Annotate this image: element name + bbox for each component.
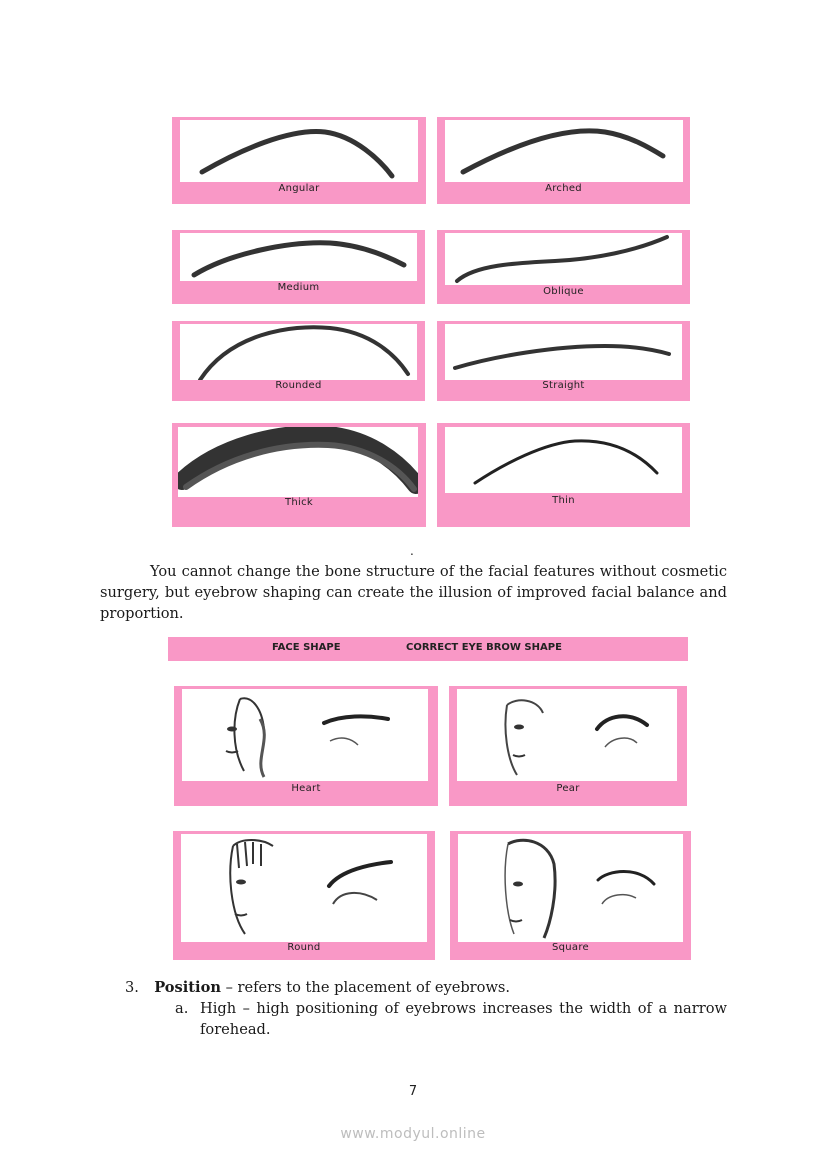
shape-label-oblique: Oblique (543, 286, 584, 297)
eyebrow-card-oblique (437, 230, 690, 304)
pear-face-drawing (457, 689, 677, 781)
face-card-pear (449, 686, 687, 806)
face-label-pear: Pear (556, 783, 580, 794)
face-table-header (168, 637, 688, 661)
eyebrow-shape-header: CORRECT EYE BROW SHAPE (406, 642, 562, 653)
oblique-eyebrow-drawing (445, 233, 682, 285)
shape-label-thick: Thick (284, 497, 313, 508)
face-shape-header: FACE SHAPE (272, 642, 341, 653)
face-card-square (450, 831, 691, 960)
face-card-heart (174, 686, 438, 806)
illusion-paragraph: You cannot change the bone structure of the facial features without cosmetic surgery, but eyebrow shaping can create the illusion of improved facial balance and proportion. (100, 563, 727, 622)
round-face-drawing (181, 834, 427, 942)
shape-label-medium: Medium (277, 282, 320, 293)
face-label-round: Round (287, 942, 321, 953)
arched-eyebrow-drawing (445, 120, 683, 182)
shape-label-straight: Straight (542, 380, 585, 391)
straight-eyebrow-drawing (445, 324, 682, 380)
face-label-square: Square (551, 942, 589, 953)
eyebrow-card-rounded (172, 321, 425, 401)
angular-eyebrow-drawing (180, 120, 418, 182)
sub-list-letter: a. (175, 1000, 189, 1017)
square-face-drawing (458, 834, 683, 942)
list-definition: – refers to the placement of eyebrows. (220, 979, 511, 996)
eyebrow-card-thick (172, 423, 426, 527)
shape-label-angular: Angular (278, 183, 320, 194)
shape-label-arched: Arched (545, 183, 582, 194)
eyebrow-card-straight (437, 321, 690, 401)
eyebrow-card-arched (437, 117, 690, 204)
face-label-heart: Heart (291, 783, 321, 794)
watermark-link[interactable]: www.modyul.online (340, 1126, 486, 1142)
medium-eyebrow-drawing (180, 233, 417, 281)
eyebrow-card-medium (172, 230, 425, 304)
shape-label-thin: Thin (552, 495, 575, 506)
thick-eyebrow-drawing (178, 427, 418, 497)
list-number: 3. (125, 979, 139, 996)
heart-face-drawing (182, 689, 428, 781)
page-number: 7 (408, 1084, 418, 1099)
separator-dot: . (410, 544, 414, 558)
rounded-eyebrow-drawing (180, 324, 417, 380)
list-item-position (125, 977, 735, 998)
shape-label-rounded: Rounded (275, 380, 322, 391)
eyebrow-card-angular (172, 117, 426, 204)
eyebrow-card-thin (437, 423, 690, 527)
face-card-round (173, 831, 435, 960)
list-term: Position (154, 979, 221, 996)
sub-list-text: High – high positioning of eyebrows increases the width of a narrow forehead. (200, 1000, 727, 1038)
thin-eyebrow-drawing (445, 427, 682, 493)
